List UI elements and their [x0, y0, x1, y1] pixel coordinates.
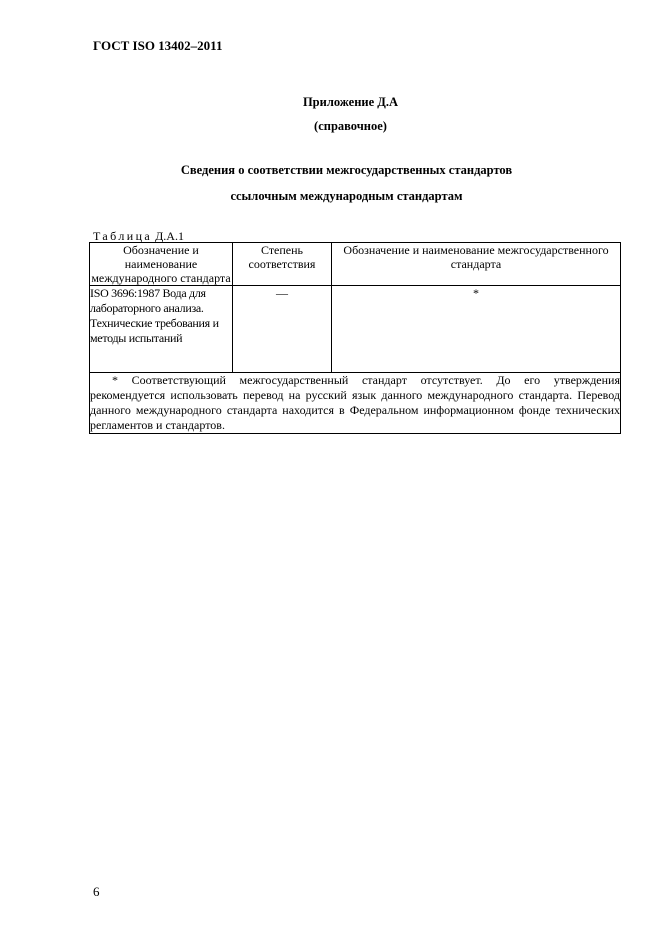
info-title-line-1: Сведения о соответствии межгосударственных стандартов: [180, 163, 513, 177]
table-row: [90, 286, 621, 373]
cell-degree: —: [233, 286, 332, 373]
document-header: ГОСТ ISO 13402–2011: [93, 38, 223, 53]
header-interstate-standard: Обозначение и наименование межгосударственного стандарта: [332, 243, 621, 286]
page-number: 6: [93, 884, 100, 899]
header-degree-of-conformity: Степень соответствия: [233, 243, 332, 286]
info-title-line-2: ссылочным международным стандартам: [230, 189, 463, 203]
table-label-word: Таблица: [93, 229, 153, 243]
table-label-number: Д.А.1: [155, 229, 184, 243]
correspondence-table: [89, 242, 621, 434]
table-footnote-row: [90, 373, 621, 434]
appendix-kind: (справочное): [314, 119, 387, 133]
appendix-title: Приложение Д.А: [302, 95, 399, 109]
table-footnote: * Соответствующий межгосударственный стандарт отсутствует. До его утверждения рекомендуется использовать перевод на русский язык данного международного стандарта. Перевод данного международного стандарта находится в Федеральном информационном фонде технических регламентов и стандартов.: [90, 373, 620, 432]
cell-international-reference: ISO 3696:1987 Вода для лабораторного анализа. Технические требования и методы испытаний: [90, 286, 233, 373]
table-footnote-cell: [90, 373, 621, 434]
cell-interstate-standard: *: [332, 286, 621, 373]
table-header-row: [90, 243, 621, 286]
header-international-standard: Обозначение и наименование международного стандарта: [91, 243, 231, 285]
